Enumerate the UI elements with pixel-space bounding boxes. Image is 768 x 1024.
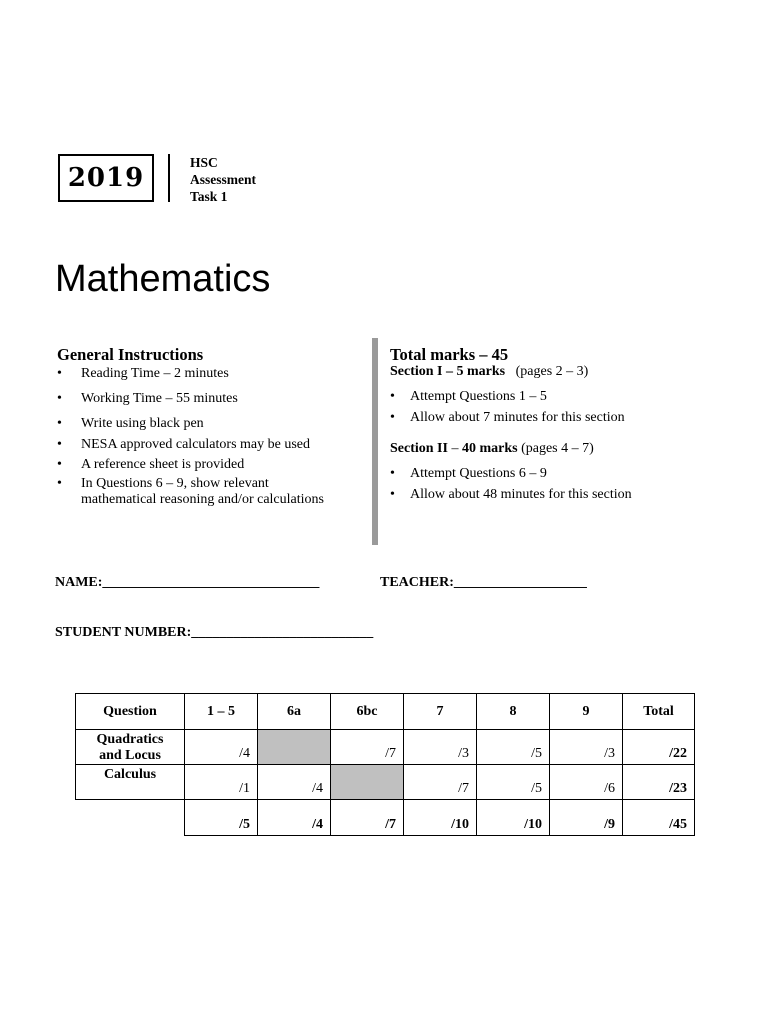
table-cell-shaded [258,730,331,765]
row-label: Quadratics and Locus [76,730,185,765]
header-cell: Question [76,694,185,730]
total-cell: /4 [258,800,331,836]
marks-table [75,693,695,836]
header-cell: 1 – 5 [185,694,258,730]
header-divider [168,154,170,202]
total-cell: /10 [404,800,477,836]
total-cell: /9 [550,800,623,836]
row-label: Calculus [76,765,185,800]
section1-heading [390,364,588,380]
section1-pages: (pages 2 – 3) [515,364,589,379]
task-label-line2: Assessment [190,172,256,187]
page-title: Mathematics [55,258,271,300]
teacher-field[interactable]: TEACHER:___________________ [380,575,587,590]
header-cell: 6a [258,694,331,730]
table-cell: /1 [185,765,258,800]
table-header-row [76,694,695,730]
table-cell: /3 [404,730,477,765]
table-totals-row [76,800,695,836]
section1-label: Section I – 5 marks [390,364,506,379]
year-label: 2019 [67,163,145,193]
table-cell: /6 [550,765,623,800]
header-cell: Total [623,694,695,730]
blank-cell [76,800,185,836]
task-label [190,154,256,205]
table-cell: /7 [331,730,404,765]
name-field[interactable]: NAME:_______________________________ [55,575,320,590]
student-number-field[interactable]: STUDENT NUMBER:__________________________ [55,625,374,640]
year-box [58,154,154,202]
table-cell-shaded [331,765,404,800]
section2-marks: 40 marks [461,441,518,456]
total-cell: /45 [623,800,695,836]
section2-heading: Section II – 40 marks (pages 4 – 7) [390,441,594,456]
table-cell: /5 [477,765,550,800]
table-cell: /4 [258,765,331,800]
row-total-cell: /22 [623,730,695,765]
section2-label: Section II [390,441,448,456]
header-cell: 6bc [331,694,404,730]
general-instructions-heading: General Instructions [57,345,204,364]
table-cell: /3 [550,730,623,765]
total-cell: /5 [185,800,258,836]
table-cell: /4 [185,730,258,765]
header-cell: 7 [404,694,477,730]
total-cell: /10 [477,800,550,836]
header-cell: 9 [550,694,623,730]
header-cell: 8 [477,694,550,730]
section2-pages: (pages 4 – 7) [517,441,594,456]
total-cell: /7 [331,800,404,836]
table-row [76,730,695,765]
table-row [76,765,695,800]
total-marks-heading: Total marks – 45 [390,345,509,364]
row-total-cell: /23 [623,765,695,800]
table-cell: /5 [477,730,550,765]
task-label-line1: HSC [190,155,218,170]
table-cell: /7 [404,765,477,800]
task-label-line3: Task 1 [190,189,228,204]
column-divider [372,338,378,545]
